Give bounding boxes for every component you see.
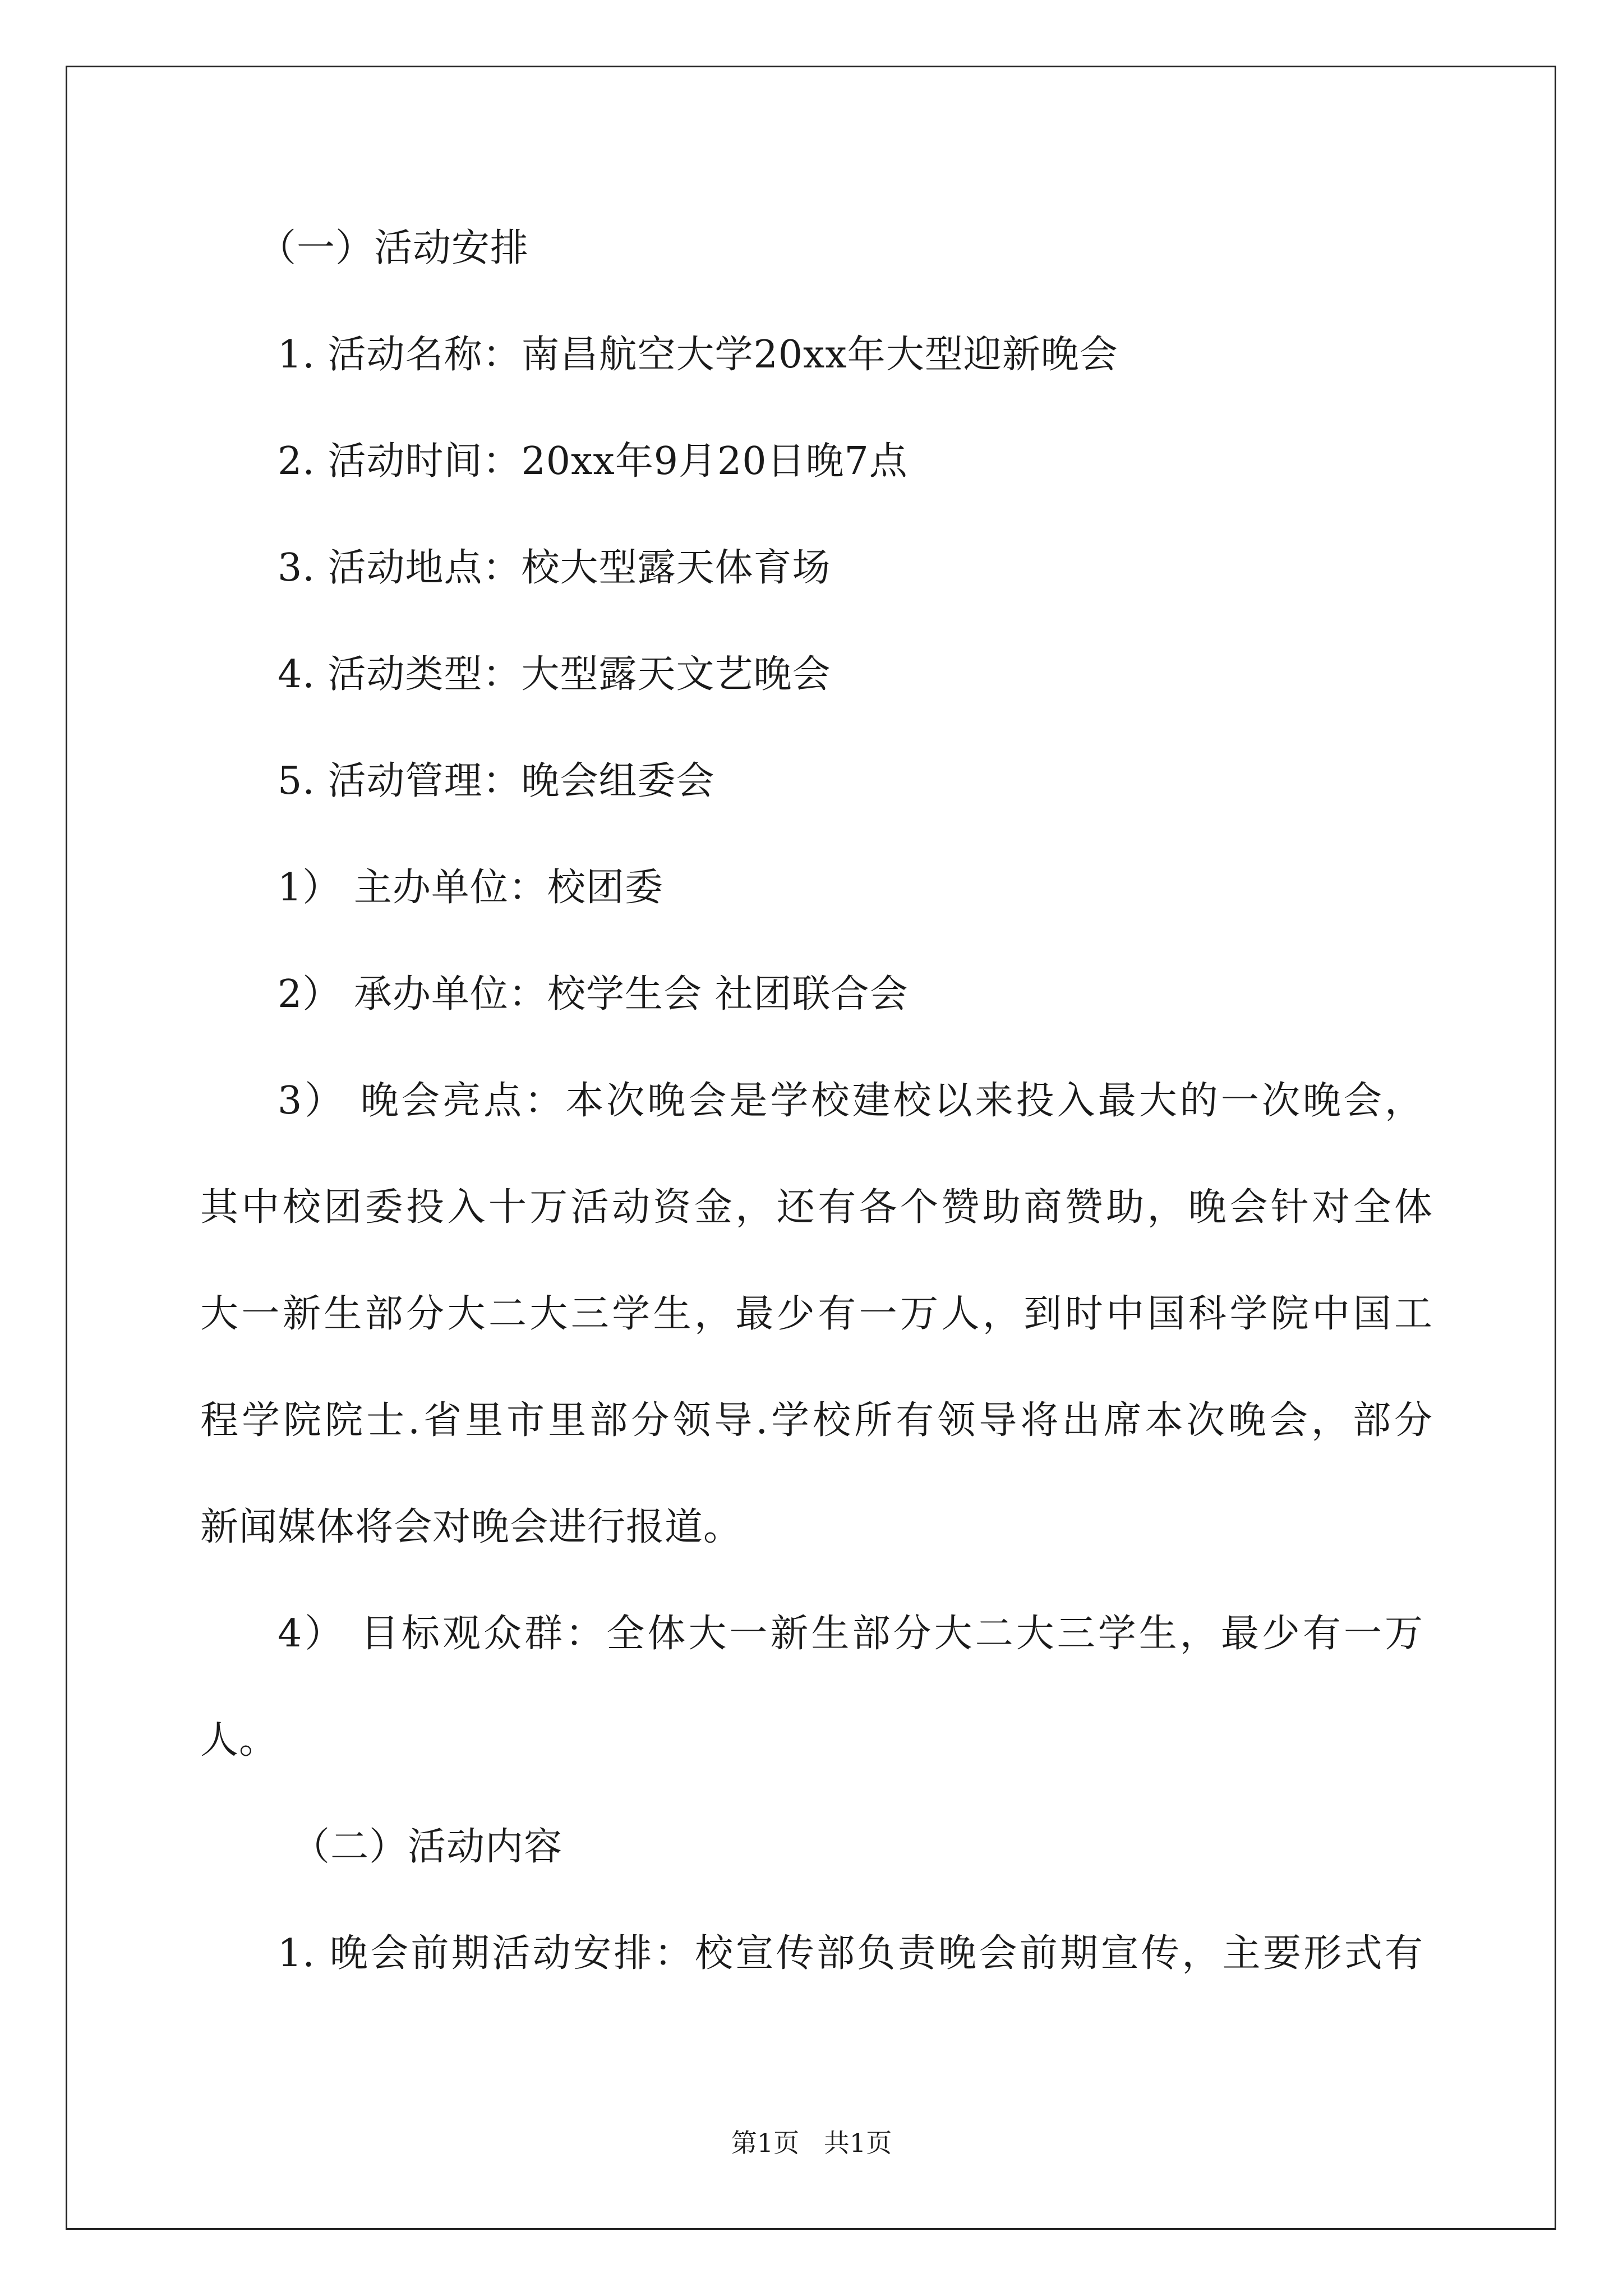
content-item-preparation: 1. 晚会前期活动安排：校宣传部负责晚会前期宣传，主要形式有 (278, 1931, 1423, 1976)
highlights-line-4: 程学院院士.省里市里部分领导.学校所有领导将出席本次晚会，部分 (200, 1398, 1433, 1443)
page-footer: 第1页 共1页 (731, 2128, 892, 2158)
highlights-line-1: 3） 晚会亮点：本次晚会是学校建校以来投入最大的一次晚会， (278, 1079, 1423, 1123)
page-border (66, 66, 1556, 2230)
highlights-line-3: 大一新生部分大二大三学生，最少有一万人，到时中国科学院中国工 (200, 1292, 1433, 1336)
item-activity-name: 1. 活动名称：南昌航空大学20xx年大型迎新晚会 (278, 333, 1118, 377)
item-activity-time: 2. 活动时间：20xx年9月20日晚7点 (278, 439, 908, 484)
section-heading-arrangement: （一）活动安排 (258, 226, 529, 270)
item-activity-type: 4. 活动类型：大型露天文艺晚会 (278, 652, 831, 697)
item-activity-management: 5. 活动管理：晚会组委会 (278, 759, 715, 803)
highlights-line-5: 新闻媒体将会对晚会进行报道。 (200, 1505, 743, 1549)
audience-line-1: 4） 目标观众群：全体大一新生部分大二大三学生，最少有一万 (278, 1612, 1423, 1656)
sub-item-organizer: 1） 主办单位：校团委 (278, 866, 663, 910)
highlights-line-2: 其中校团委投入十万活动资金，还有各个赞助商赞助，晚会针对全体 (200, 1185, 1433, 1230)
section-heading-content: （二）活动内容 (292, 1825, 563, 1869)
sub-item-undertaker: 2） 承办单位：校学生会 社团联合会 (278, 972, 909, 1016)
audience-line-2: 人。 (200, 1718, 278, 1763)
item-activity-location: 3. 活动地点：校大型露天体育场 (278, 546, 831, 590)
